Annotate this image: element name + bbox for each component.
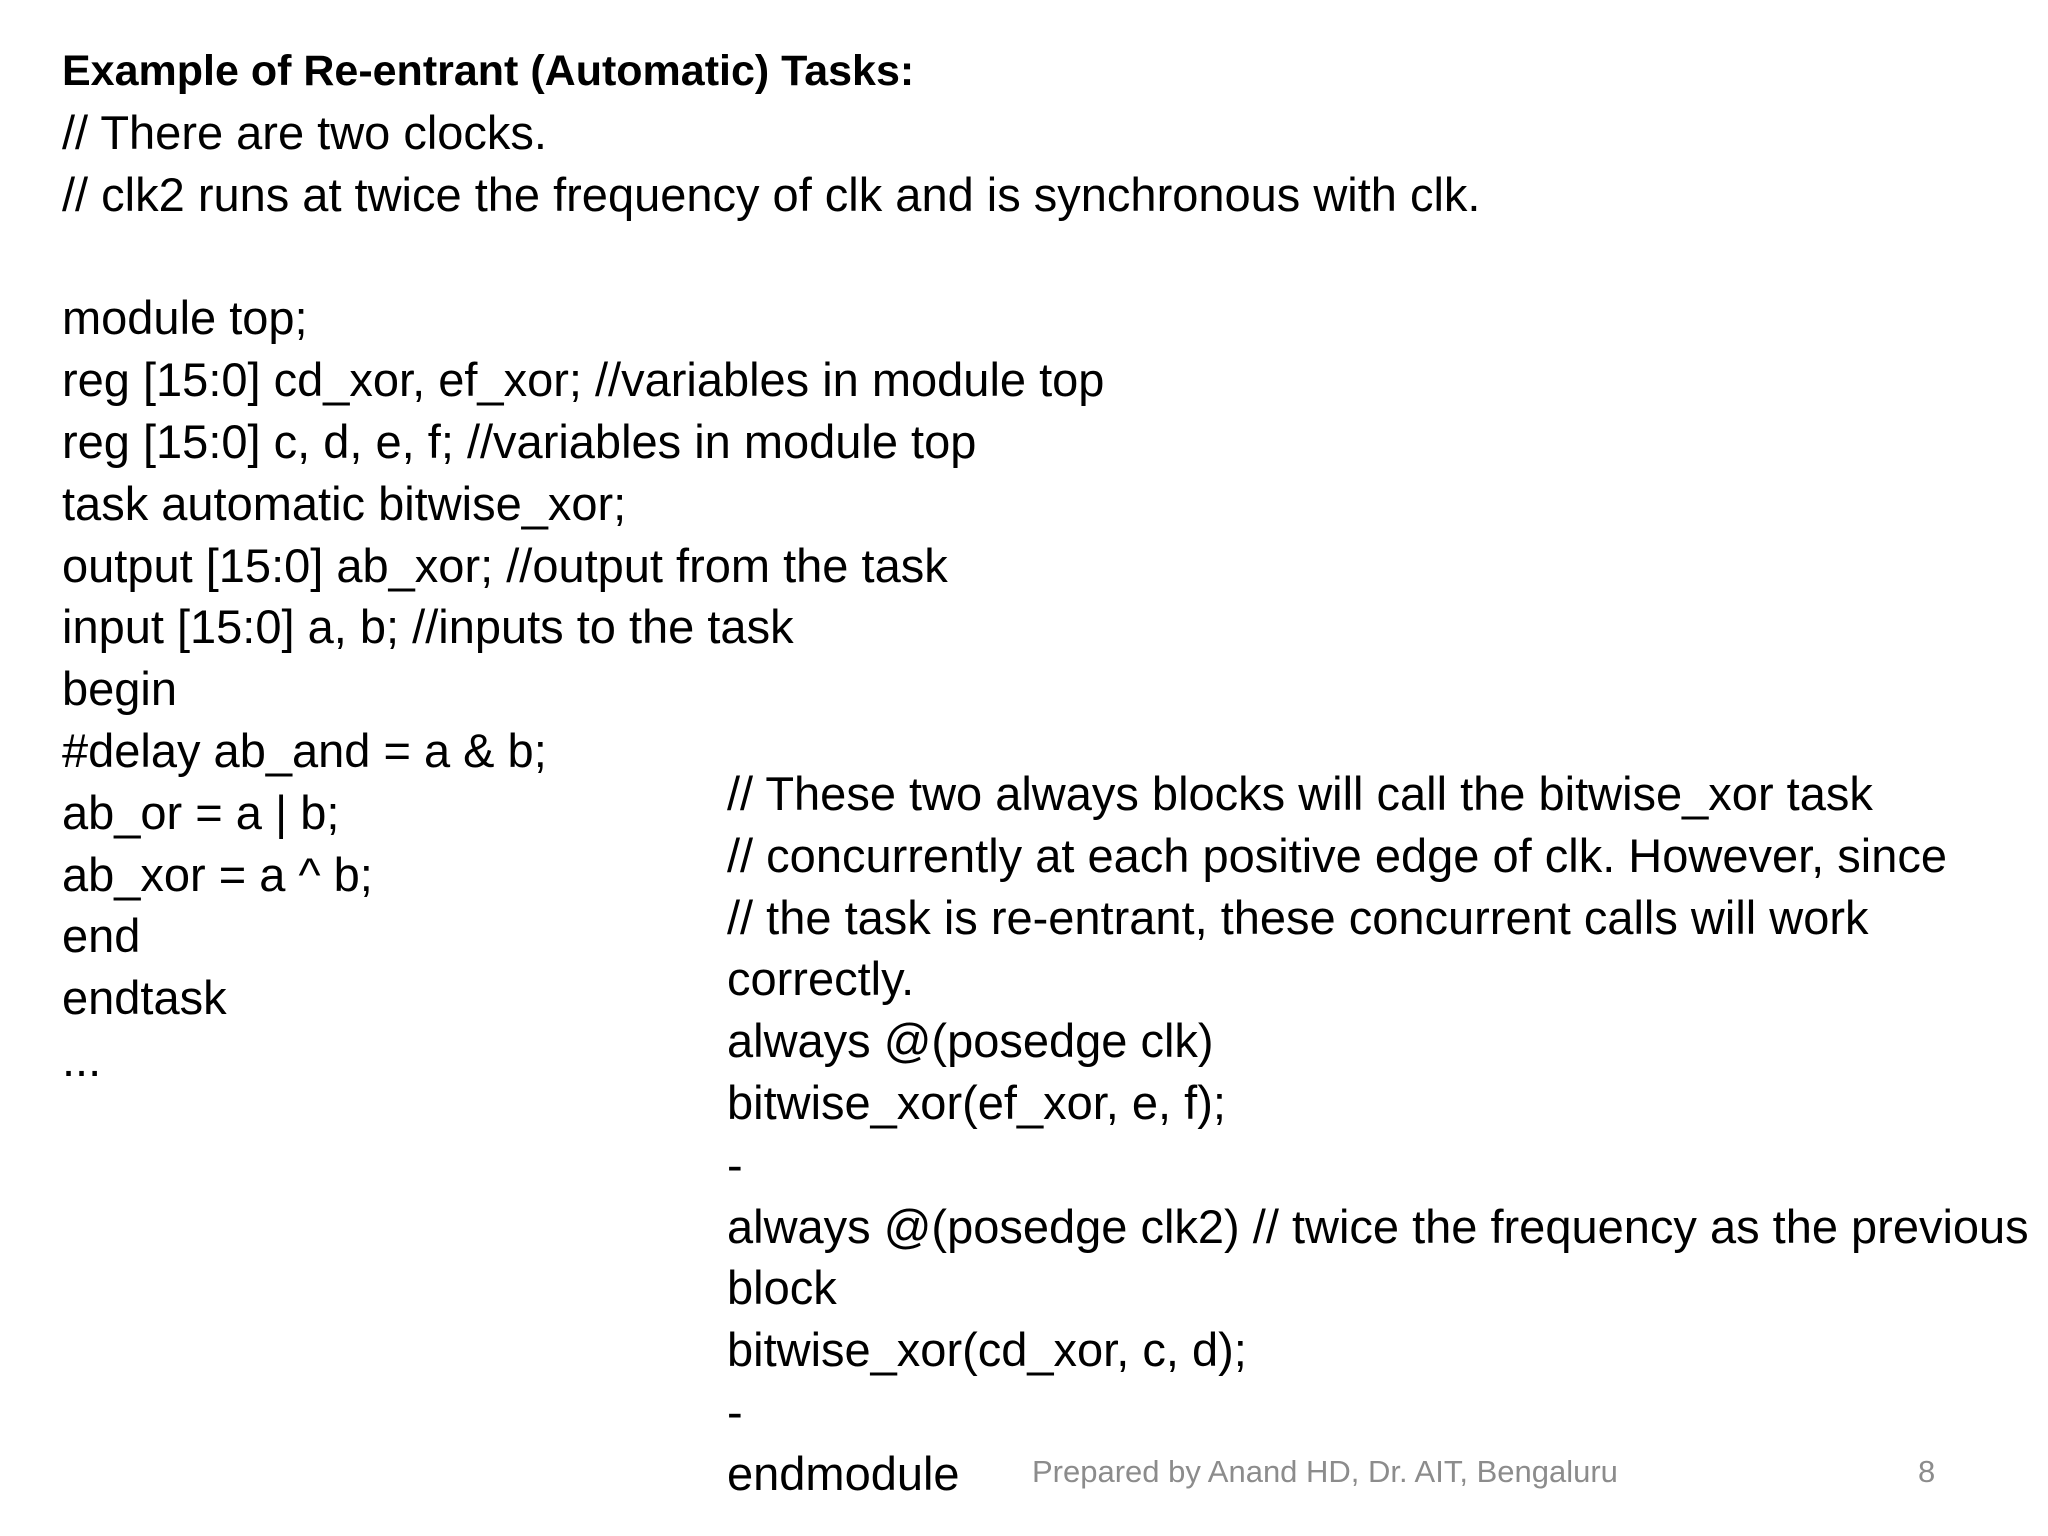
code-line: reg [15:0] cd_xor, ef_xor; //variables in module top (62, 353, 1105, 407)
code-line: block (727, 1261, 837, 1315)
page-number: 8 (1918, 1454, 1936, 1489)
code-line: endmodule (727, 1446, 960, 1500)
code-line: always @(posedge clk) (727, 1014, 1214, 1068)
slide-footer: Prepared by Anand HD, Dr. AIT, Bengaluru (1032, 1454, 1618, 1489)
code-line: bitwise_xor(cd_xor, c, d); (727, 1323, 1247, 1377)
code-line: // These two always blocks will call the bitwise_xor task (727, 767, 1873, 820)
code-line: - (727, 1137, 743, 1191)
code-line: #delay ab_and = a & b; (62, 723, 547, 777)
code-line: // There are two clocks. (62, 106, 547, 159)
code-line: begin (62, 662, 177, 716)
code-line: endtask (62, 971, 227, 1025)
code-line: ... (62, 1032, 102, 1086)
code-line: reg [15:0] c, d, e, f; //variables in module top (62, 414, 977, 468)
code-line: correctly. (727, 952, 915, 1006)
code-line: ab_or = a | b; (62, 785, 340, 839)
right-code-block (727, 763, 2047, 1505)
code-line: end (62, 909, 141, 963)
code-line: // concurrently at each positive edge of clk. However, since (727, 828, 1948, 882)
code-line: input [15:0] a, b; //inputs to the task (62, 600, 794, 654)
code-line: - (727, 1384, 743, 1438)
code-line: // clk2 runs at twice the frequency of clk and is synchronous with clk. (62, 167, 1481, 221)
code-line: bitwise_xor(ef_xor, e, f); (727, 1075, 1226, 1129)
code-line: task automatic bitwise_xor; (62, 476, 627, 530)
code-line: module top; (62, 291, 308, 345)
code-line: output [15:0] ab_xor; //output from the task (62, 538, 948, 592)
code-line: // the task is re-entrant, these concurrent calls will work (727, 890, 1869, 944)
code-line: always @(posedge clk2) // twice the frequency as the previous (727, 1199, 2029, 1253)
slide-heading: Example of Re-entrant (Automatic) Tasks: (62, 47, 915, 95)
code-line-blank (62, 226, 1212, 288)
code-line: ab_xor = a ^ b; (62, 847, 373, 901)
